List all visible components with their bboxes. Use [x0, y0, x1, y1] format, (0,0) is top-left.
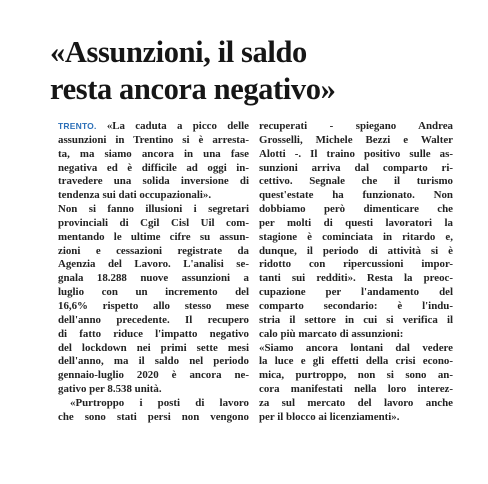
- headline-line-1: «Assunzioni, il saldo: [50, 35, 307, 69]
- body-line: negativa ed è difficile ad oggi in-: [58, 161, 249, 174]
- body-line-text: «La caduta a picco delle: [96, 120, 249, 132]
- body-line: stria il settore in cui si verifica il: [259, 313, 453, 326]
- body-line: dunque, il periodo di attività si è: [259, 244, 453, 257]
- body-line: per molti di questi lavoratori la: [259, 216, 453, 229]
- body-line: [58, 120, 249, 134]
- body-line: dobbiamo però dimenticare che: [259, 203, 453, 216]
- body-line: stagione è cominciata in ritardo e,: [259, 230, 453, 243]
- body-line: travedere una solida inversione di: [58, 175, 249, 188]
- body-line: mentando le ultime cifre su assun-: [58, 230, 249, 243]
- body-line: che sono stati persi non vengono: [58, 410, 249, 423]
- body-line: comparto secondario: è l'indu-: [259, 299, 453, 312]
- body-line: sunzioni arriva dal comparto ri-: [259, 161, 453, 174]
- body-line: 16,6% rispetto allo stesso mese: [58, 299, 249, 312]
- body-line: «Purtroppo i posti di lavoro: [70, 396, 249, 409]
- body-line: la luce e gli effetti della crisi econo-: [259, 355, 453, 368]
- body-line: gnala 18.288 nuove assunzioni a: [58, 272, 249, 285]
- article-column-left: [58, 120, 249, 425]
- body-line: ta, ma siamo ancora in una fase: [58, 147, 249, 160]
- body-line: tendenza sui dati occupazionali».: [58, 189, 212, 202]
- body-line: zioni e cessazioni registrate da: [58, 244, 249, 257]
- body-line: cora manifestati nella loro interez-: [259, 383, 453, 396]
- body-line: di fatto riduce l'impatto negativo: [58, 327, 249, 340]
- dateline: TRENTO.: [58, 121, 97, 131]
- body-line: tanti sui redditi». Resta la preoc-: [259, 272, 453, 285]
- body-line: gativo per 8.538 unità.: [58, 383, 162, 396]
- body-line: per il blocco ai licenziamenti».: [259, 410, 400, 423]
- body-line: calo più marcato di assunzioni:: [259, 327, 404, 340]
- headline-line-2: resta ancora negativo»: [50, 72, 336, 106]
- body-line: cupazione per l'andamento del: [259, 286, 453, 299]
- body-line: cettivo. Segnale che il turismo: [259, 175, 453, 188]
- body-line: dell'anno, ma il saldo nel periodo: [58, 355, 249, 368]
- body-line: assunzioni in Trentino si è arresta-: [58, 133, 249, 146]
- body-line: dell'anno precedente. Il recupero: [58, 313, 249, 326]
- body-line: gennaio-luglio 2020 è ancora ne-: [58, 369, 249, 382]
- body-line: mica, purtroppo, non si sono an-: [259, 369, 453, 382]
- body-line: del lockdown nei primi sette mesi: [58, 341, 249, 354]
- body-line: provinciali di Cgil Cisl Uil com-: [58, 216, 249, 229]
- body-line: Grosselli, Michele Bezzi e Walter: [259, 133, 453, 146]
- body-line: Non si fanno illusioni i segretari: [58, 203, 249, 216]
- body-line: «Siamo ancora lontani dal vedere: [259, 341, 453, 354]
- body-line: ridotto con ripercussioni impor-: [259, 258, 453, 271]
- article-column-right: [259, 120, 453, 425]
- body-line: Agenzia del Lavoro. L'analisi se-: [58, 258, 249, 271]
- body-line: quest'estate ha funzionato. Non: [259, 189, 453, 202]
- body-line: za sul mercato del lavoro anche: [259, 396, 453, 409]
- article-headline: [50, 34, 470, 108]
- body-line: recuperati - spiegano Andrea: [259, 120, 453, 132]
- body-line: Alotti -. Il traino positivo sulle as-: [259, 147, 453, 160]
- body-line: luglio con un incremento del: [58, 286, 249, 299]
